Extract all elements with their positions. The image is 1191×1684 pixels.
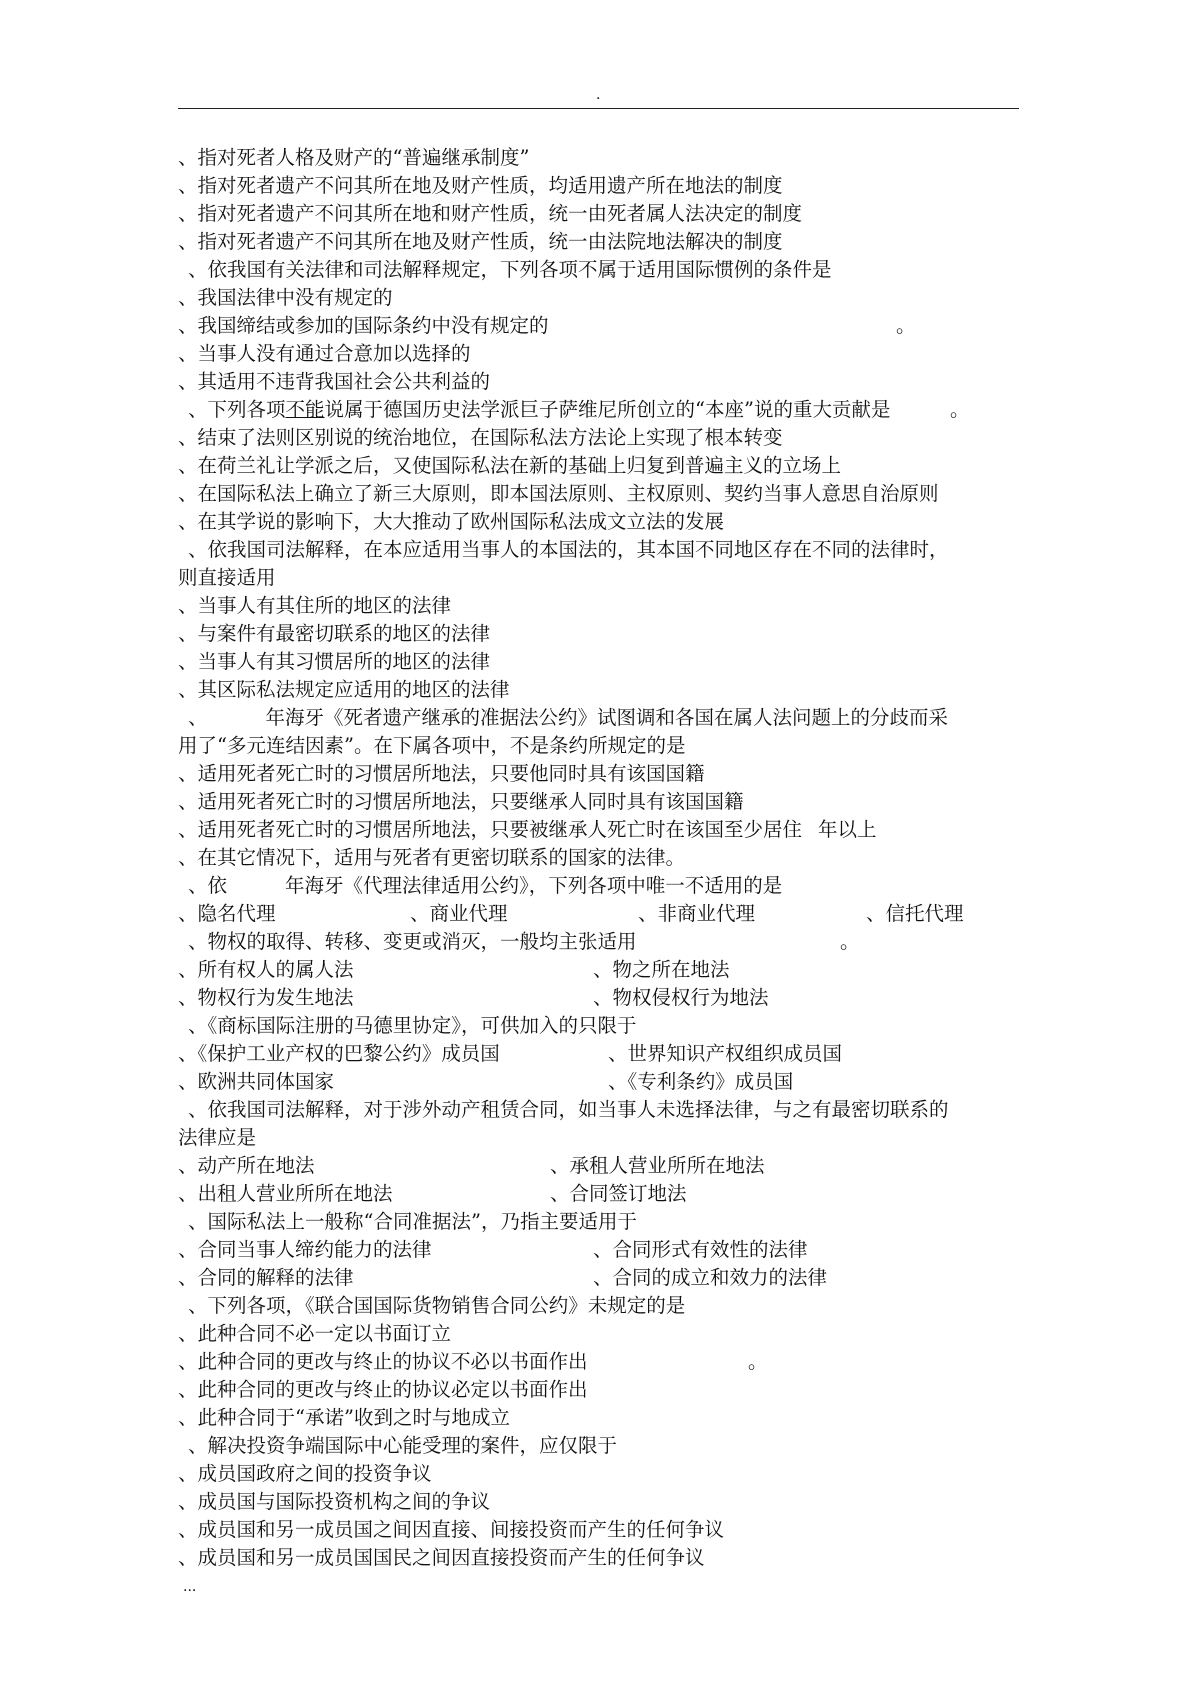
option-row bbox=[178, 1236, 1020, 1264]
option-line: 、在荷兰礼让学派之后，又使国际私法在新的基础上归复到普遍主义的立场上 bbox=[178, 454, 842, 477]
option-row bbox=[178, 984, 1020, 1012]
question-line: 、解决投资争端国际中心能受理的案件，应仅限于 bbox=[188, 1434, 618, 1457]
option-a: 、动产所在地法 bbox=[178, 1154, 315, 1177]
option-row bbox=[178, 1264, 1020, 1292]
option-c: 、出租人营业所所在地法 bbox=[178, 1182, 393, 1205]
option-line: 、在其学说的影响下，大大推动了欧州国际私法成文立法的发展 bbox=[178, 510, 725, 533]
option-row bbox=[178, 1068, 1020, 1096]
question-line bbox=[178, 872, 1020, 900]
option-d: 、信托代理 bbox=[866, 902, 964, 925]
document-body bbox=[178, 144, 1020, 1572]
question-line bbox=[178, 704, 1020, 732]
option-b: 、世界知识产权组织成员国 bbox=[608, 1042, 843, 1065]
question-line: 、下列各项，《联合国国际货物销售合同公约》未规定的是 bbox=[188, 1294, 686, 1317]
period-mark: 。 bbox=[896, 314, 916, 337]
question-text-start: 、依 bbox=[188, 874, 228, 897]
option-row bbox=[178, 956, 1020, 984]
option-line: 、其适用不违背我国社会公共利益的 bbox=[178, 370, 491, 393]
option-line: 、在其它情况下，适用与死者有更密切联系的国家的法律。 bbox=[178, 846, 686, 869]
option-line: 、指对死者遗产不问其所在地和财产性质，统一由死者属人法决定的制度 bbox=[178, 202, 803, 225]
question-line-continued: 法律应是 bbox=[178, 1126, 257, 1149]
option-row bbox=[178, 1040, 1020, 1068]
option-line: 、当事人有其习惯居所的地区的法律 bbox=[178, 650, 491, 673]
option-a: 、合同当事人缔约能力的法律 bbox=[178, 1238, 432, 1261]
question-line: 、依我国司法解释，对于涉外动产租赁合同，如当事人未选择法律，与之有最密切联系的 bbox=[188, 1098, 949, 1121]
underlined-text: 不能 bbox=[285, 398, 325, 421]
option-row bbox=[178, 1180, 1020, 1208]
option-line: 、此种合同的更改与终止的协议必定以书面作出 bbox=[178, 1378, 588, 1401]
option-line: 、指对死者遗产不问其所在地及财产性质，均适用遗产所在地法的制度 bbox=[178, 174, 783, 197]
option-d: 、合同的成立和效力的法律 bbox=[593, 1266, 828, 1289]
option-d: 、物权侵权行为地法 bbox=[593, 986, 769, 1009]
option-b: 、商业代理 bbox=[410, 902, 508, 925]
option-a: 、所有权人的属人法 bbox=[178, 958, 354, 981]
option-text-end: 年以上 bbox=[818, 818, 877, 841]
period-mark: 。 bbox=[748, 1350, 768, 1373]
option-row bbox=[178, 1152, 1020, 1180]
option-line: 、指对死者人格及财产的“普遍继承制度” bbox=[178, 146, 530, 169]
option-b: 、承租人营业所所在地法 bbox=[550, 1154, 765, 1177]
option-text-start: 、适用死者死亡时的习惯居所地法，只要被继承人死亡时在该国至少居住 bbox=[178, 818, 803, 841]
question-line: 、《商标国际注册的马德里协定》，可供加入的只限于 bbox=[188, 1014, 637, 1037]
period-mark: 。 bbox=[840, 930, 860, 953]
option-b: 、合同形式有效性的法律 bbox=[593, 1238, 808, 1261]
option-line: 、适用死者死亡时的习惯居所地法，只要继承人同时具有该国国籍 bbox=[178, 790, 744, 813]
option-line: 、成员国和另一成员国之间因直接、间接投资而产生的任何争议 bbox=[178, 1518, 725, 1541]
option-d: 、《专利条约》成员国 bbox=[608, 1070, 794, 1093]
option-line: 、适用死者死亡时的习惯居所地法，只要他同时具有该国国籍 bbox=[178, 762, 705, 785]
option-line: 、当事人有其住所的地区的法律 bbox=[178, 594, 452, 617]
question-line bbox=[178, 396, 1020, 424]
option-line: 、其区际私法规定应适用的地区的法律 bbox=[178, 678, 510, 701]
option-text: 、我国缔结或参加的国际条约中没有规定的 bbox=[178, 314, 549, 337]
option-c: 、物权行为发生地法 bbox=[178, 986, 354, 1009]
question-text-start: 、下列各项 bbox=[188, 398, 286, 421]
option-line bbox=[178, 816, 1020, 844]
question-text-end: 说属于德国历史法学派巨子萨维尼所创立的“本座”说的重大贡献是 bbox=[324, 398, 891, 421]
option-a: 、隐名代理 bbox=[178, 902, 276, 925]
option-c: 、合同的解释的法律 bbox=[178, 1266, 354, 1289]
option-a: 、《保护工业产权的巴黎公约》成员国 bbox=[178, 1042, 500, 1065]
option-line: 、与案件有最密切联系的地区的法律 bbox=[178, 622, 491, 645]
option-c: 、非商业代理 bbox=[638, 902, 756, 925]
option-line: 、在国际私法上确立了新三大原则，即本国法原则、主权原则、契约当事人意思自治原则 bbox=[178, 482, 939, 505]
option-b: 、物之所在地法 bbox=[593, 958, 730, 981]
option-line bbox=[178, 312, 1020, 340]
header-mark: . bbox=[596, 87, 601, 103]
question-line: 、依我国司法解释，在本应适用当事人的本国法的，其本国不同地区存在不同的法律时， bbox=[188, 538, 949, 561]
option-line: 、此种合同于“承诺”收到之时与地成立 bbox=[178, 1406, 510, 1429]
option-line: 、当事人没有通过合意加以选择的 bbox=[178, 342, 471, 365]
option-line: 、指对死者遗产不问其所在地及财产性质，统一由法院地法解决的制度 bbox=[178, 230, 783, 253]
option-line: 、我国法律中没有规定的 bbox=[178, 286, 393, 309]
option-line: 、成员国与国际投资机构之间的争议 bbox=[178, 1490, 491, 1513]
option-line: 、成员国和另一成员国国民之间因直接投资而产生的任何争议 bbox=[178, 1546, 705, 1569]
footer-mark: ... bbox=[183, 1579, 197, 1595]
question-line: 、国际私法上一般称“合同准据法”，乃指主要适用于 bbox=[188, 1210, 637, 1233]
question-text: 、物权的取得、转移、变更或消灭，一般均主张适用 bbox=[188, 930, 637, 953]
question-text-end: 年海牙《代理法律适用公约》，下列各项中唯一不适用的是 bbox=[285, 874, 783, 897]
question-text-end: 年海牙《死者遗产继承的准据法公约》试图调和各国在属人法问题上的分歧而采 bbox=[265, 706, 949, 729]
option-d: 、合同签订地法 bbox=[550, 1182, 687, 1205]
period-mark: 。 bbox=[950, 398, 970, 421]
option-line bbox=[178, 1348, 1020, 1376]
option-text: 、此种合同的更改与终止的协议不必以书面作出 bbox=[178, 1350, 588, 1373]
question-line bbox=[178, 928, 1020, 956]
question-line-continued: 用了“多元连结因素”。在下属各项中，不是条约所规定的是 bbox=[178, 734, 686, 757]
option-c: 、欧洲共同体国家 bbox=[178, 1070, 335, 1093]
header-rule bbox=[178, 108, 1019, 109]
question-line: 、依我国有关法律和司法解释规定，下列各项不属于适用国际惯例的条件是 bbox=[188, 258, 832, 281]
question-line-continued: 则直接适用 bbox=[178, 566, 276, 589]
option-line: 、成员国政府之间的投资争议 bbox=[178, 1462, 432, 1485]
option-line: 、结束了法则区别说的统治地位，在国际私法方法论上实现了根本转变 bbox=[178, 426, 783, 449]
option-line: 、此种合同不必一定以书面订立 bbox=[178, 1322, 452, 1345]
question-text-start: 、 bbox=[188, 706, 208, 729]
option-row bbox=[178, 900, 1020, 928]
